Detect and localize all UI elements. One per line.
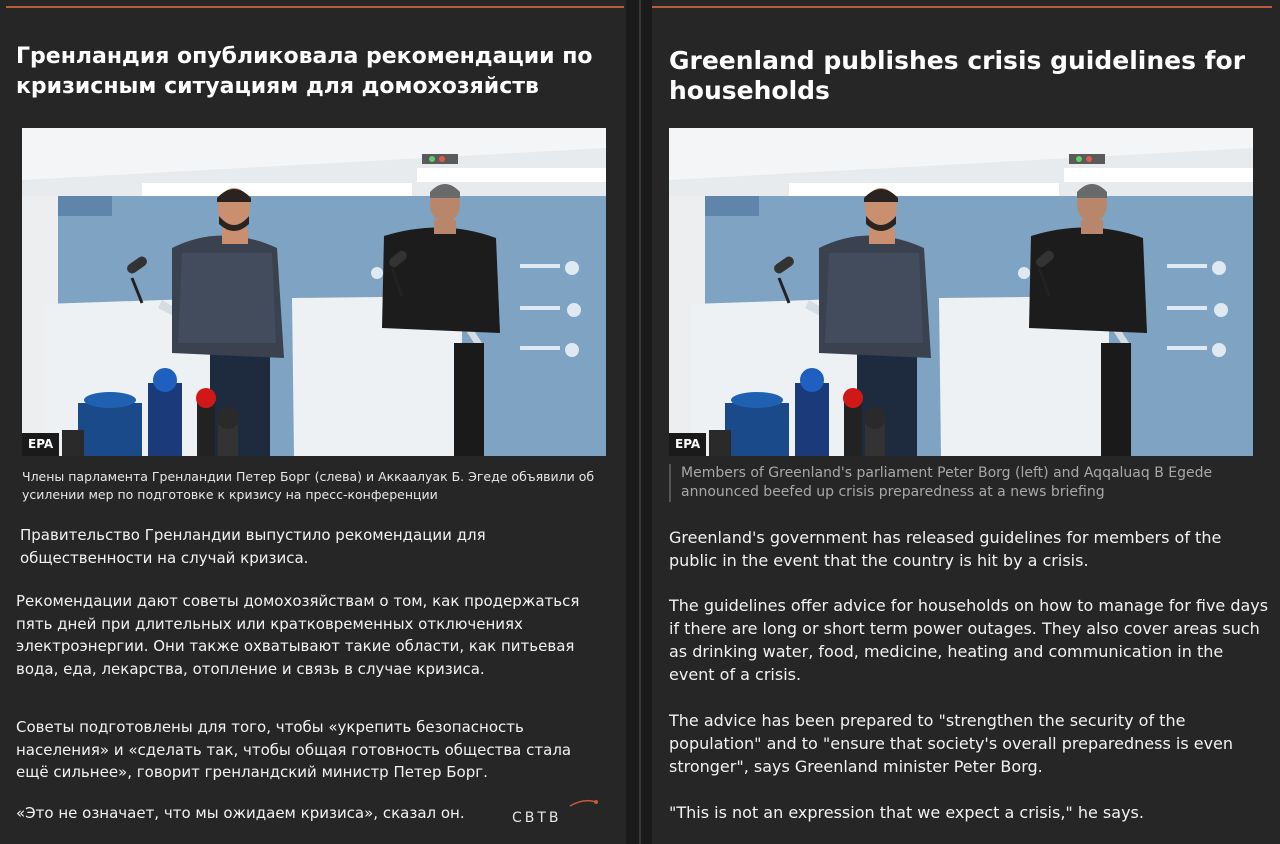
- photo-credit-en: EPA: [669, 433, 706, 456]
- divider-line: [639, 0, 641, 844]
- press-conference-image: [669, 128, 1253, 456]
- accent-rule: [6, 6, 624, 8]
- photo-credit-ru: EPA: [22, 433, 59, 456]
- satellite-logo-icon: [512, 798, 602, 828]
- article-panel-english: [652, 0, 1280, 844]
- paragraph-en-2: The guidelines offer advice for households on how to manage for five days if there are long or short term power outages. They also cover areas such as drinking water, food, medicine, heating and communication in the event of a crisis.: [669, 596, 1269, 684]
- paragraph-ru-4: «Это не означает, что мы ожидаем кризиса», сказал он.: [16, 804, 465, 822]
- paragraph-ru-1: Правительство Гренландии выпустило рекомендации для общественности на случай кризиса.: [20, 526, 486, 567]
- article-panel-russian: [0, 0, 626, 844]
- article-photo-ru[interactable]: [22, 128, 606, 456]
- headline-en: Greenland publishes crisis guidelines for households: [669, 46, 1246, 105]
- paragraph-en-3: The advice has been prepared to "strengthen the security of the population" and to "ensure that society's overall preparedness is even stronger", says Greenland minister Peter Borg.: [669, 711, 1234, 776]
- paragraph-en-4: "This is not an expression that we expect a crisis," he says.: [669, 803, 1144, 822]
- press-conference-image: [22, 128, 606, 456]
- satellite-logo: [512, 798, 602, 828]
- photo-caption-ru: Члены парламента Гренландии Петер Борг (слева) и Аккаалуак Б. Эгеде объявили об усилении мер по подготовке к кризису на пресс-конференции: [22, 469, 595, 502]
- accent-rule: [652, 6, 1272, 8]
- logo-text: СВТВ: [512, 810, 562, 826]
- paragraph-ru-3: Советы подготовлены для того, чтобы «укрепить безопасность населения» и «сделать так, чтобы общая готовность общества стала ещё сильнее», говорит гренландский министр Петер Борг.: [16, 718, 572, 781]
- paragraph-en-1: Greenland's government has released guidelines for members of the public in the event that the country is hit by a crisis.: [669, 528, 1222, 570]
- article-photo-en[interactable]: [669, 128, 1253, 456]
- headline-ru: Гренландия опубликовала рекомендации по кризисным ситуациям для домохозяйств: [16, 44, 593, 99]
- paragraph-ru-2: Рекомендации дают советы домохозяйствам о том, как продержаться пять дней при длительных или кратковременных отключениях электроэнергии. Они также охватывают такие области, как питьевая вода, еда, лекарства, отопление и связь в случае кризиса.: [16, 592, 580, 678]
- photo-caption-en: Members of Greenland's parliament Peter Borg (left) and Aqqaluaq B Egede announced beefed up crisis preparedness at a news briefing: [669, 464, 1241, 502]
